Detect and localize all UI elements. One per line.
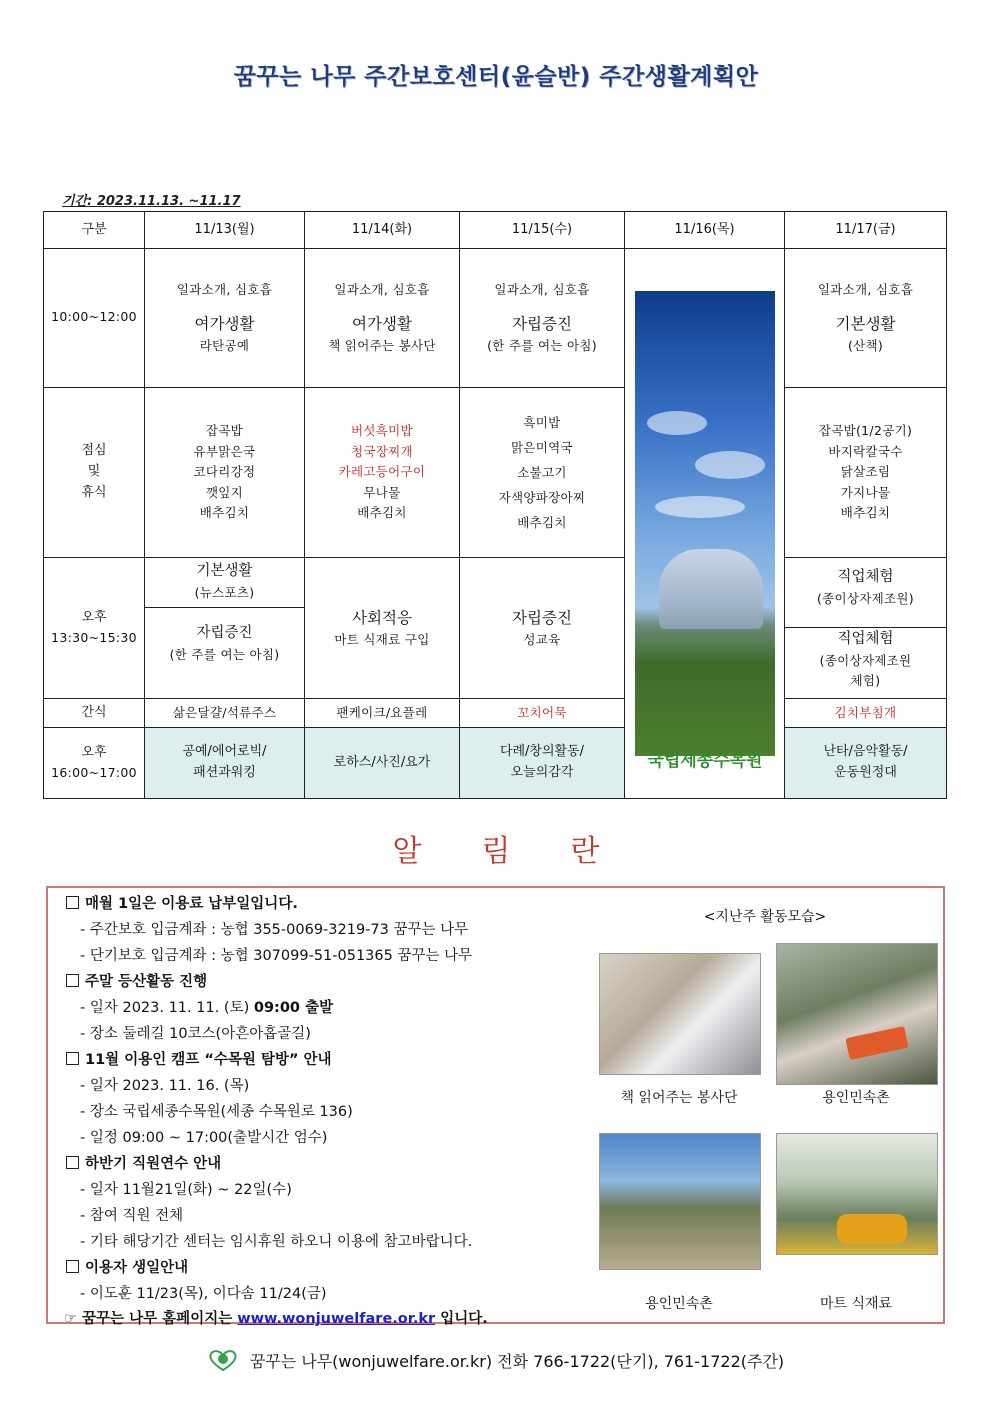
cell-wed-late: 다례/창의활동/ 오늘의감각 (460, 728, 625, 799)
notice-line: - 일자 11월21일(화) ~ 22일(수) (80, 1182, 292, 1198)
photo-caption: 용인민속촌 (822, 1090, 890, 1106)
cell-tue-afternoon: 사회적응 마트 식재료 구입 (305, 558, 460, 699)
cell-tue-morning: 일과소개, 심호흡 여가생활 책 읽어주는 봉사단 (305, 249, 460, 388)
cell-tue-lunch: 버섯흑미밥 청국장찌개 카레고등어구이 무나물 배추김치 (305, 388, 460, 558)
header-wed: 11/15(수) (460, 212, 625, 249)
photo-folk-village-2 (599, 1133, 761, 1270)
notice-line: - 주간보호 입금계좌 : 농협 355-0069-3219-73 꿈꾸는 나무 (80, 922, 469, 938)
checkbox-icon (66, 974, 79, 987)
photo-caption: 마트 식재료 (819, 1296, 893, 1312)
notice-line: - 일정 09:00 ~ 17:00(출발시간 엄수) (80, 1130, 328, 1146)
cell-tue-late: 로하스/사진/요가 (305, 728, 460, 799)
row-label-snack: 간식 (44, 699, 145, 728)
schedule-table (43, 211, 947, 799)
row-label-lunch: 점심 및 휴식 (44, 388, 145, 558)
notice-hiking-heading: 주말 등산활동 진행 (66, 970, 207, 991)
photos-heading: <지난주 활동모습> (703, 909, 827, 925)
header-tue: 11/14(화) (305, 212, 460, 249)
notice-title: 알림란 (392, 834, 660, 869)
notice-birthday-heading: 이용자 생일안내 (66, 1256, 188, 1277)
logo-icon (208, 1348, 238, 1372)
notice-line: - 일자 2023. 11. 11. (토) 09:00 출발 (80, 1000, 334, 1016)
photo-folk-village-1 (776, 943, 938, 1085)
cell-mon-lunch: 잡곡밥 유부맑은국 코다리강정 깻잎지 배추김치 (145, 388, 305, 558)
checkbox-icon (66, 1156, 79, 1169)
cell-tue-snack: 팬케이크/요플레 (305, 699, 460, 728)
checkbox-icon (66, 896, 79, 909)
header-category: 구분 (44, 212, 145, 249)
cell-fri-lunch: 잡곡밥(1/2공기) 바지락칼국수 닭살조림 가지나물 배추김치 (785, 388, 947, 558)
photo-caption: 책 읽어주는 봉사단 (620, 1090, 738, 1106)
notice-line: - 이도훈 11/23(목), 이다솜 11/24(금) (80, 1286, 327, 1302)
cell-fri-morning: 일과소개, 심호흡 기본생활 (산책) (785, 249, 947, 388)
row-label-afternoon: 오후 13:30~15:30 (44, 558, 145, 699)
cell-fri-late: 난타/음악활동/ 운동원정대 (785, 728, 947, 799)
cell-fri-afternoon: 직업체험 (종이상자제조원) 직업체험 (종이상자제조원 체험) (785, 558, 947, 699)
cell-wed-lunch: 흑미밥 맑은미역국 소불고기 자색양파장아찌 배추김치 (460, 388, 625, 558)
notice-line: - 참여 직원 전체 (80, 1208, 184, 1224)
photo-mart-groceries (776, 1133, 938, 1255)
notice-camp-heading: 11월 이용인 캠프 “수목원 탐방” 안내 (66, 1048, 332, 1069)
notice-line: - 일자 2023. 11. 16. (목) (80, 1078, 250, 1094)
homepage-line: ☞ 꿈꾸는 나무 홈페이지는 www.wonjuwelfare.or.kr 입니다. (64, 1311, 488, 1327)
row-label-morning: 10:00~12:00 (44, 249, 145, 388)
cell-mon-morning: 일과소개, 심호흡 여가생활 라탄공예 (145, 249, 305, 388)
homepage-link[interactable]: www.wonjuwelfare.or.kr (237, 1311, 436, 1327)
cell-mon-late: 공예/에어로빅/ 패션과워킹 (145, 728, 305, 799)
cell-mon-snack: 삶은달걀/석류주스 (145, 699, 305, 728)
notice-line: - 기타 해당기간 센터는 임시휴원 하오니 이용에 참고바랍니다. (80, 1234, 473, 1250)
cell-wed-morning: 일과소개, 심호흡 자립증진 (한 주를 여는 아침) (460, 249, 625, 388)
footer: 꿈꾸는 나무(wonjuwelfare.or.kr) 전화 766-1722(단기), 761-1722(주간) (0, 1348, 992, 1372)
checkbox-icon (66, 1052, 79, 1065)
photo-caption: 용인민속촌 (645, 1296, 713, 1312)
checkbox-icon (66, 1260, 79, 1273)
cell-wed-snack: 꼬치어묵 (460, 699, 625, 728)
notice-training-heading: 하반기 직원연수 안내 (66, 1152, 221, 1173)
period-label: 기간: 2023.11.13. ~11.17 (62, 194, 241, 209)
cell-fri-snack: 김치부침개 (785, 699, 947, 728)
cell-mon-afternoon: 기본생활 (뉴스포츠) 자립증진 (한 주를 여는 아침) (145, 558, 305, 699)
cell-thu-photo (625, 249, 785, 799)
notice-fee-heading: 매월 1일은 이용료 납부일입니다. (66, 892, 298, 913)
cell-wed-afternoon: 자립증진 성교육 (460, 558, 625, 699)
page-title: 꿈꾸는 나무 주간보호센터(윤슬반) 주간생활계획안 (233, 64, 759, 90)
arboretum-photo (635, 291, 775, 756)
photo-reading-volunteers (599, 953, 761, 1075)
arboretum-label: 국립세종수목원 (647, 751, 763, 771)
notice-line: - 장소 국립세종수목원(세종 수목원로 136) (80, 1104, 353, 1120)
row-label-late-afternoon: 오후 16:00~17:00 (44, 728, 145, 799)
notice-line: - 장소 둘레길 10코스(아흔아홉골길) (80, 1026, 311, 1042)
header-mon: 11/13(월) (145, 212, 305, 249)
header-thu: 11/16(목) (625, 212, 785, 249)
header-fri: 11/17(금) (785, 212, 947, 249)
notice-line: - 단기보호 입금계좌 : 농협 307099-51-051365 꿈꾸는 나무 (80, 948, 473, 964)
